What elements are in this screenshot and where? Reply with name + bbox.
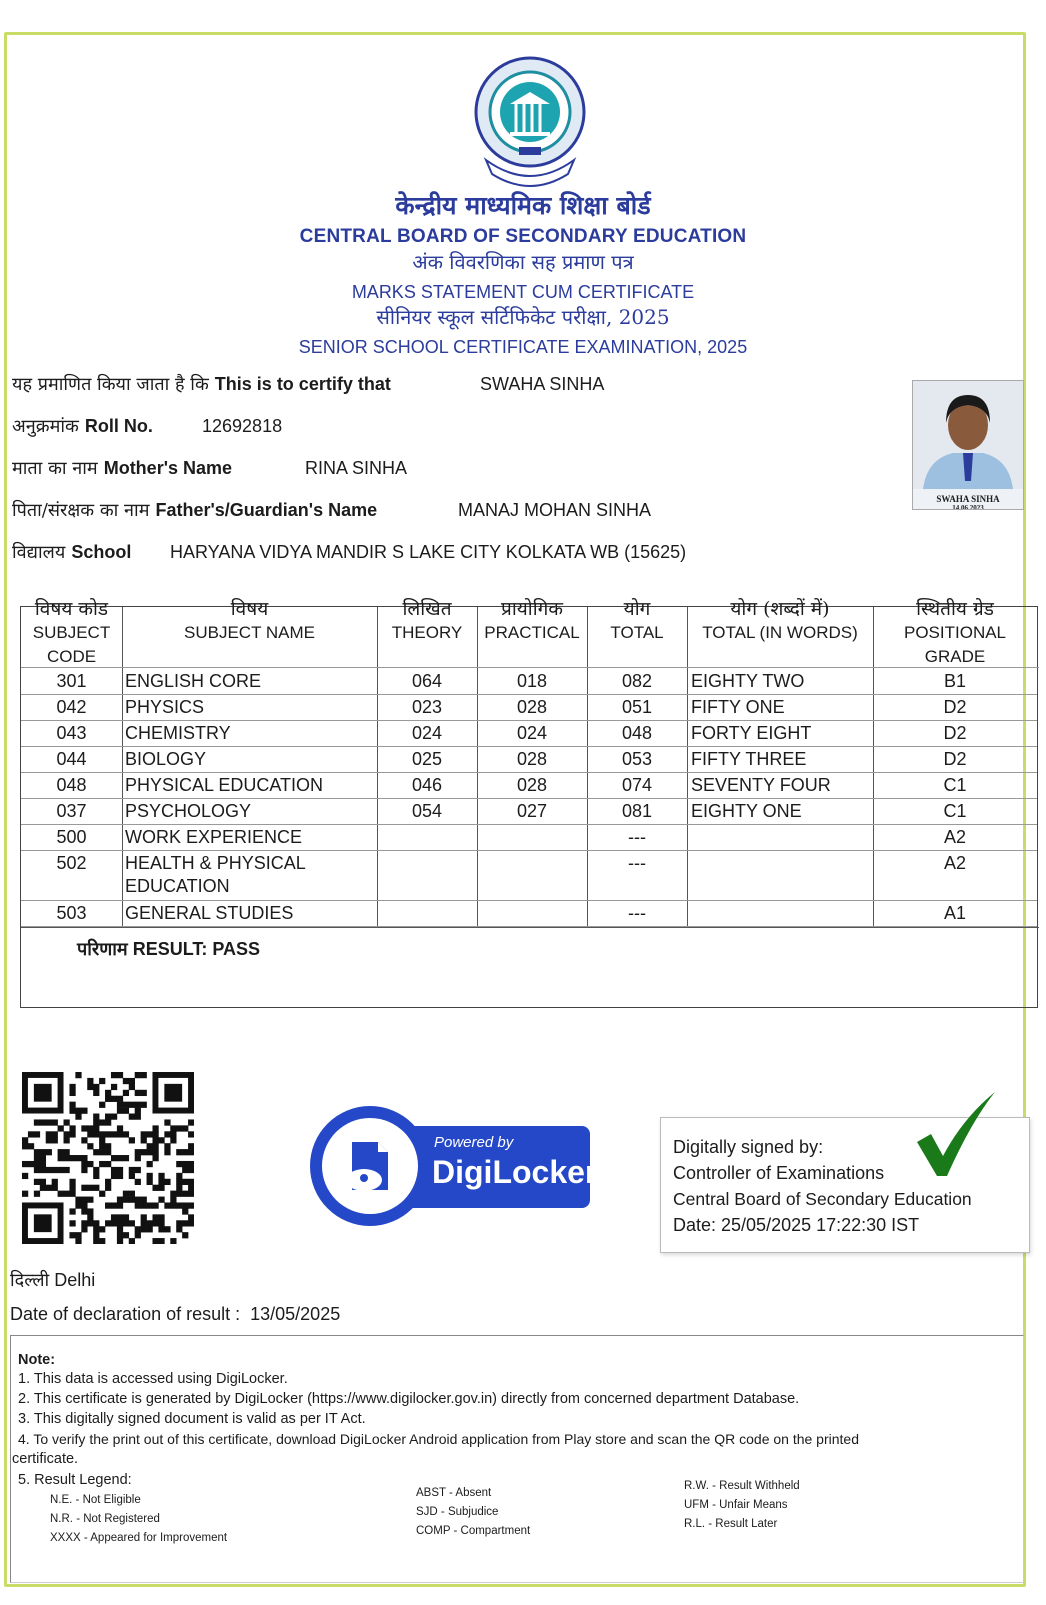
- table-row: [21, 668, 1037, 694]
- school-label-english: School: [71, 542, 132, 562]
- note-item-2: 2. This certificate is generated by DigiLocker (https://www.digilocker.gov.in) directly from concerned department Database.: [18, 1391, 800, 1407]
- note-title: Note:: [18, 1352, 56, 1368]
- subject-name-cell: ENGLISH CORE: [125, 671, 262, 691]
- subject-name-cell-continued: EDUCATION: [125, 876, 230, 896]
- table-row: [21, 850, 1037, 900]
- grade-cell: C1: [943, 775, 967, 795]
- place-hindi: दिल्ली: [10, 1270, 50, 1291]
- photo-date: 14.06.2023: [952, 504, 984, 510]
- roll-line: [12, 414, 153, 438]
- board-name-english: CENTRAL BOARD OF SECONDARY EDUCATION: [299, 226, 747, 247]
- total-marks-cell: 081: [621, 801, 653, 821]
- subject-code-cell: 037: [56, 801, 87, 821]
- signature-date: Date: 25/05/2025 17:22:30 IST: [673, 1215, 920, 1235]
- mother-label-hindi: माता का नाम: [12, 458, 98, 479]
- theory-marks-cell: 024: [411, 723, 443, 743]
- total-words-cell: FIFTY THREE: [691, 749, 807, 769]
- school-line: [12, 540, 131, 564]
- legend-item: R.W. - Result Withheld: [684, 1480, 800, 1492]
- grade-cell: D2: [943, 697, 967, 717]
- certify-label-hindi: यह प्रमाणित किया जाता है कि: [12, 374, 209, 395]
- theory-marks-cell: 025: [411, 749, 443, 769]
- roll-label-english: Roll No.: [84, 416, 153, 436]
- father-label-hindi: पिता/संरक्षक का नाम: [12, 500, 150, 521]
- header-subject-name: विषय SUBJECT NAME: [184, 598, 315, 642]
- subject-code-cell: 503: [56, 903, 87, 923]
- subject-name-cell: GENERAL STUDIES: [125, 903, 294, 923]
- practical-marks-cell: 027: [516, 801, 548, 821]
- student-photo: [912, 380, 1024, 510]
- signature-line-1: Digitally signed by:: [673, 1137, 824, 1157]
- total-marks-cell: ---: [628, 853, 646, 873]
- practical-marks-cell: 024: [516, 723, 548, 743]
- total-marks-cell: 074: [621, 775, 653, 795]
- subject-name-cell: WORK EXPERIENCE: [125, 827, 303, 847]
- total-words-cell: FORTY EIGHT: [691, 723, 812, 743]
- legend-item: SJD - Subjudice: [416, 1506, 499, 1518]
- header-theory: लिखित THEORY: [391, 598, 463, 642]
- father-line: [12, 498, 377, 522]
- mother-line: [12, 456, 232, 480]
- school-label-hindi: विद्यालय: [12, 542, 66, 563]
- note-item-3: 3. This digitally signed document is valid as per IT Act.: [18, 1411, 366, 1427]
- subject-name-cell: HEALTH & PHYSICAL: [125, 853, 306, 873]
- note-item-4-continued: certificate.: [12, 1451, 79, 1467]
- header-subject-code: विषय कोड SUBJECT CODE: [32, 598, 111, 666]
- subject-code-cell: 301: [56, 671, 87, 691]
- table-row: [21, 772, 1037, 798]
- total-marks-cell: 051: [621, 697, 653, 717]
- digilocker-brand: DigiLocker: [432, 1154, 598, 1190]
- legend-item: ABST - Absent: [416, 1487, 492, 1499]
- total-words-cell: FIFTY ONE: [691, 697, 785, 717]
- note-item-4: 4. To verify the print out of this certificate, download DigiLocker Android application from Play store and scan the QR code on the printed: [18, 1431, 859, 1447]
- result-status: RESULT: PASS: [132, 939, 261, 959]
- table-row: [21, 798, 1037, 824]
- declaration-date: Date of declaration of result : 13/05/2025: [10, 1304, 341, 1324]
- legend-item: N.E. - Not Eligible: [50, 1494, 141, 1506]
- table-row: [21, 720, 1037, 746]
- father-label-english: Father's/Guardian's Name: [155, 500, 378, 520]
- cbse-logo: [472, 52, 588, 192]
- place-english: Delhi: [54, 1270, 96, 1290]
- table-row: [21, 900, 1037, 926]
- grade-cell: B1: [943, 671, 967, 691]
- certify-label-english: This is to certify that: [214, 374, 391, 394]
- mother-label-english: Mother's Name: [103, 458, 233, 478]
- legend-item: COMP - Compartment: [416, 1525, 531, 1537]
- result-line: [77, 937, 260, 961]
- place-line: [10, 1268, 95, 1292]
- signature-line-3: Central Board of Secondary Education: [673, 1189, 972, 1209]
- verification-qr-code: [22, 1072, 194, 1244]
- roll-number: 12692818: [202, 416, 283, 436]
- subject-code-cell: 502: [56, 853, 87, 873]
- subject-code-cell: 043: [56, 723, 87, 743]
- note-item-5: 5. Result Legend:: [18, 1472, 132, 1488]
- statement-title-hindi: अंक विवरणिका सह प्रमाण पत्र: [412, 250, 634, 274]
- photo-caption: SWAHA SINHA: [936, 494, 1000, 504]
- legend-item: N.R. - Not Registered: [50, 1513, 160, 1525]
- header-total-words: योग (शब्दों में) TOTAL (IN WORDS): [702, 598, 858, 642]
- subject-code-cell: 044: [56, 749, 87, 769]
- digilocker-powered-by: Powered by: [434, 1134, 514, 1151]
- grade-cell: A2: [943, 853, 967, 873]
- grade-cell: A2: [943, 827, 967, 847]
- total-marks-cell: 053: [621, 749, 653, 769]
- theory-marks-cell: 054: [411, 801, 443, 821]
- theory-marks-cell: 023: [411, 697, 443, 717]
- table-row: [21, 694, 1037, 720]
- total-marks-cell: ---: [628, 903, 646, 923]
- school-name: HARYANA VIDYA MANDIR S LAKE CITY KOLKATA WB (15625): [170, 542, 687, 562]
- table-row: [21, 746, 1037, 772]
- grade-cell: D2: [943, 723, 967, 743]
- subject-code-cell: 042: [56, 697, 87, 717]
- mother-name: RINA SINHA: [305, 458, 408, 478]
- grade-cell: A1: [943, 903, 967, 923]
- marks-table: [20, 598, 1038, 1008]
- total-words-cell: EIGHTY ONE: [691, 801, 802, 821]
- student-name: SWAHA SINHA: [480, 374, 605, 394]
- exam-title-english: SENIOR SCHOOL CERTIFICATE EXAMINATION, 2025: [298, 337, 748, 357]
- theory-marks-cell: 046: [411, 775, 443, 795]
- grade-cell: D2: [943, 749, 967, 769]
- subject-name-cell: CHEMISTRY: [125, 723, 231, 743]
- header-total: योग TOTAL: [610, 598, 664, 642]
- total-words-cell: SEVENTY FOUR: [691, 775, 831, 795]
- statement-title-english: MARKS STATEMENT CUM CERTIFICATE: [351, 282, 695, 302]
- result-label-hindi: परिणाम: [77, 939, 128, 960]
- father-name: MANAJ MOHAN SINHA: [458, 500, 652, 520]
- note-item-1: 1. This data is accessed using DigiLocker.: [18, 1371, 288, 1387]
- subject-name-cell: PSYCHOLOGY: [125, 801, 252, 821]
- digilocker-badge: [308, 1104, 598, 1228]
- legend-item: R.L. - Result Later: [684, 1518, 778, 1530]
- header-positional-grade: स्थितीय ग्रेड POSITIONAL GRADE: [903, 598, 1007, 666]
- board-name-hindi: केन्द्रीय माध्यमिक शिक्षा बोर्ड: [395, 191, 651, 220]
- practical-marks-cell: 028: [516, 775, 548, 795]
- practical-marks-cell: 018: [516, 671, 548, 691]
- subject-name-cell: BIOLOGY: [125, 749, 207, 769]
- table-row: [21, 824, 1037, 850]
- total-marks-cell: 048: [621, 723, 653, 743]
- practical-marks-cell: 028: [516, 749, 548, 769]
- total-marks-cell: ---: [628, 827, 646, 847]
- verified-check-icon: [911, 1090, 1001, 1180]
- subject-name-cell: PHYSICAL EDUCATION: [125, 775, 324, 795]
- signature-line-2: Controller of Examinations: [673, 1163, 885, 1183]
- subject-code-cell: 500: [56, 827, 87, 847]
- subject-name-cell: PHYSICS: [125, 697, 205, 717]
- legend-item: XXXX - Appeared for Improvement: [50, 1532, 228, 1544]
- total-marks-cell: 082: [621, 671, 653, 691]
- exam-title-hindi: सीनियर स्कूल सर्टिफिकेट परीक्षा, 2025: [376, 305, 670, 329]
- theory-marks-cell: 064: [411, 671, 443, 691]
- grade-cell: C1: [943, 801, 967, 821]
- certify-line: [12, 372, 391, 396]
- total-words-cell: EIGHTY TWO: [691, 671, 805, 691]
- roll-label-hindi: अनुक्रमांक: [12, 416, 79, 437]
- header-practical: प्रायोगिक PRACTICAL: [484, 598, 580, 642]
- subject-code-cell: 048: [56, 775, 87, 795]
- practical-marks-cell: 028: [516, 697, 548, 717]
- digital-signature-box: [660, 1117, 1030, 1253]
- legend-item: UFM - Unfair Means: [684, 1499, 788, 1511]
